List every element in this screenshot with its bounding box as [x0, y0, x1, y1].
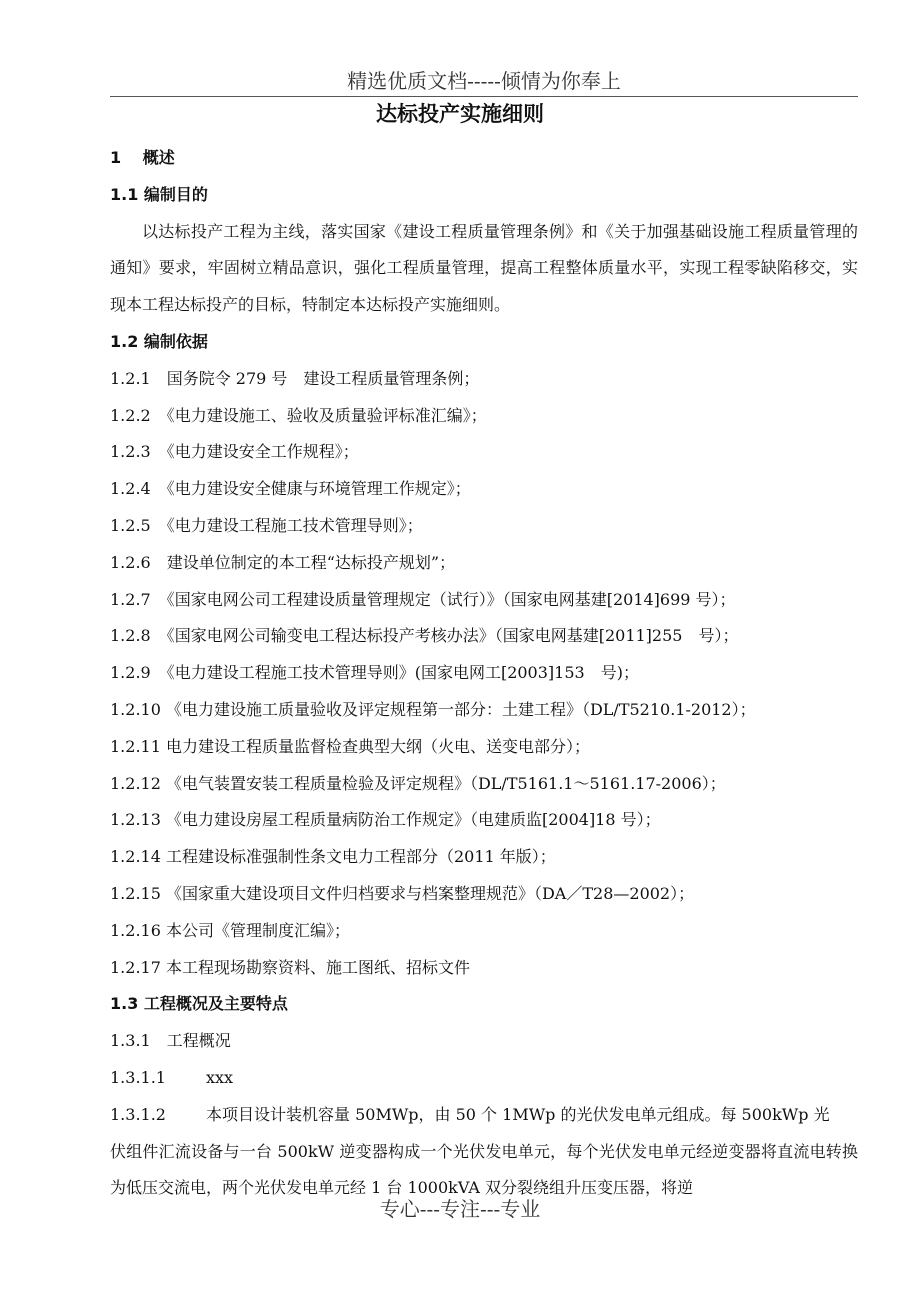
basis-item: 1.2.2 《电力建设施工、验收及质量验评标准汇编》；: [110, 405, 487, 425]
document-body: [110, 140, 858, 1207]
basis-item: 1.2.16 本公司《管理制度汇编》；: [110, 920, 350, 940]
basis-item: 1.2.9 《电力建设工程施工技术管理导则》(国家电网工[2003]153 号)；: [110, 663, 639, 683]
basis-item: 1.2.4 《电力建设安全健康与环境管理工作规定》；: [110, 479, 471, 499]
page-header: 精选优质文档-----倾情为你奉上: [110, 66, 858, 97]
subsection-heading-1-3-1: 1.3.1 工程概况: [110, 1031, 231, 1051]
basis-item: 1.2.7 《国家电网公司工程建设质量管理规定（试行）》（国家电网基建[2014]699 号）；: [110, 589, 736, 609]
basis-item: 1.2.1 国务院令 279 号 建设工程质量管理条例；: [110, 368, 480, 388]
basis-item: 1.2.13 《电力建设房屋工程质量病防治工作规定》（电建质监[2004]18 号）；: [110, 810, 661, 830]
item-text-continued: 伏组件汇流设备与一台 500kW 逆变器构成一个光伏发电单元，每个光伏发电单元经逆变器将直流电转换为低压交流电，两个光伏发电单元经 1 台 1000kVA 双分裂绕组升压变压器，将逆: [110, 1141, 858, 1198]
basis-list: [110, 361, 858, 987]
basis-item: 1.2.12 《电气装置安装工程质量检验及评定规程》（DL/T5161.1～5161.17-2006）；: [110, 773, 726, 793]
item-number: 1.3.1.1: [110, 1067, 166, 1087]
basis-item: 1.2.17 本工程现场勘察资料、施工图纸、招标文件: [110, 957, 470, 977]
basis-item: 1.2.8 《国家电网公司输变电工程达标投产考核办法》（国家电网基建[2011]255 号）；: [110, 626, 739, 646]
item-number: 1.3.1.2: [110, 1104, 166, 1124]
section-heading-1-3: 1.3 工程概况及主要特点: [110, 994, 288, 1014]
section-heading-1-2: 1.2 编制依据: [110, 331, 208, 351]
basis-item: 1.2.11 电力建设工程质量监督检查典型大纲（火电、送变电部分）；: [110, 736, 590, 756]
document-title: 达标投产实施细则: [376, 102, 544, 126]
basis-item: 1.2.10 《电力建设施工质量验收及评定规程第一部分：土建工程》（DL/T5210.1-2012）；: [110, 699, 756, 719]
item-text: xxx: [206, 1067, 234, 1087]
basis-item: 1.2.6 建设单位制定的本工程“达标投产规划”；: [110, 552, 456, 572]
basis-item: 1.2.5 《电力建设工程施工技术管理导则》；: [110, 515, 423, 535]
item-text-first-line: 本项目设计装机容量 50MWp，由 50 个 1MWp 的光伏发电单元组成。每 500kWp 光: [206, 1104, 830, 1124]
item-1-3-1-2: [110, 1097, 858, 1207]
page-footer: 专心---专注---专业: [379, 1197, 541, 1221]
basis-item: 1.2.14 工程建设标准强制性条文电力工程部分（2011 年版）；: [110, 847, 556, 867]
basis-item: 1.2.3 《电力建设安全工作规程》；: [110, 442, 359, 462]
basis-item: 1.2.15 《国家重大建设项目文件归档要求与档案整理规范》（DA／T28—2002）；: [110, 883, 695, 903]
purpose-paragraph: 以达标投产工程为主线，落实国家《建设工程质量管理条例》和《关于加强基础设施工程质量管理的通知》要求，牢固树立精品意识，强化工程质量管理，提高工程整体质量水平，实现工程零缺陷移交，实现本工程达标投产的目标，特制定本达标投产实施细则。: [110, 221, 858, 315]
section-heading-1: 1 概述: [110, 148, 175, 167]
item-1-3-1-1: [110, 1060, 858, 1097]
section-heading-1-1: 1.1 编制目的: [110, 184, 208, 204]
